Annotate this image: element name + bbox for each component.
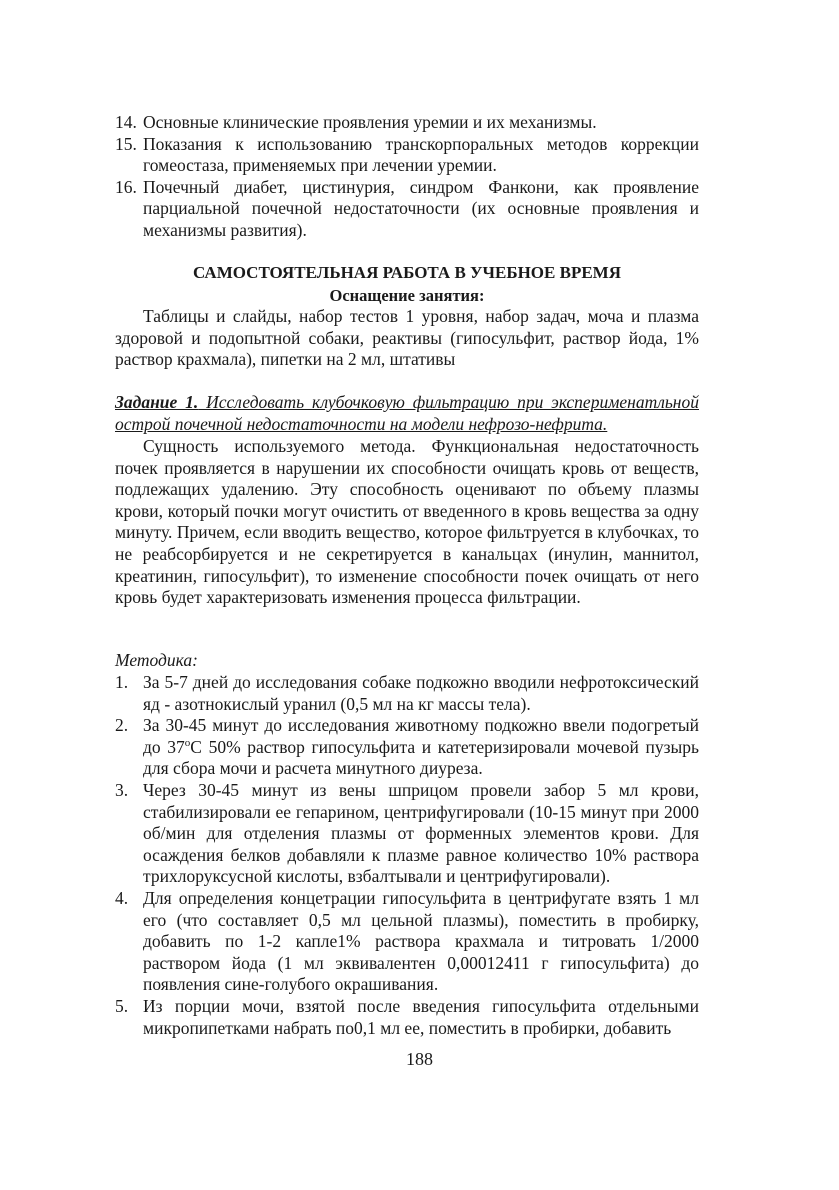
list-item: 3. Через 30-45 минут из вены шприцом провели забор 5 мл крови, стабилизировали ее гепарином, центрифугировали (10-15 минут при 2000 об/мин для отделения плазмы от форменных элементов крови. Для осаждения белков добавляли к плазме равное количество 10% раствора трихлоруксусной кислоты, взбалтывали и центрифугировали). [115,779,699,887]
method-steps-list [115,672,699,1039]
task-text: Исследовать клубочковую фильтрацию при эксперименатльной острой почечной недостаточности на модели нефрозо-нефрита. [115,392,699,434]
equipment-title: Оснащение занятия: [329,286,485,305]
list-item: 14. Основные клинические проявления уремии и их механизмы. [115,112,597,132]
list-item: 2. За 30-45 минут до исследования животному подкожно ввели подогретый до $37^оС$ 50% раствор гипосульфита и катетеризировали мочевой пузырь для сбора мочи и расчета минутного диуреза. [115,715,699,779]
task-heading [115,392,699,435]
section-title: САМОСТОЯТЕЛЬНАЯ РАБОТА В УЧЕБНОЕ ВРЕМЯ [192,263,621,282]
task-label: Задание 1. [115,392,199,412]
list-item: 1. За 5-7 дней до исследования собаке подкожно вводили нефротоксический яд - азотнокислый уранил (0,5 мл на кг массы тела). [115,672,699,714]
method-essence-paragraph: Сущность используемого метода. Функциональная недостаточность почек проявляется в нарушении их способности очищать кровь от веществ, подлежащих удалению. Эту способность оценивают по объему плазмы крови, который почки могут очистить от введенного в кровь вещества за одну минуту. Причем, если вводить вещество, которое фильтруется в клубочках, то не реабсорбируется и не секретируется в канальцах (инулин, маннитол, креатинин, гипосульфит), то изменение способности почек очищать от него кровь будет характеризовать изменения процесса фильтрации. [115,436,699,608]
questions-list [115,112,699,242]
list-item: 5. Из порции мочи, взятой после введения гипосульфита отдельными микропипетками набрать по0,1 мл ее, поместить в пробирки, добавить [115,995,699,1038]
page-number: 188 [406,1049,433,1069]
equipment-paragraph: Таблицы и слайды, набор тестов 1 уровня, набор задач, моча и плазма здоровой и подопытной собаки, реактивы (гипосульфит, раствор йода, 1% раствор крахмала), пипетки на 2 мл, штативы [115,306,699,370]
list-item: 15. Показания к использованию транскорпоральных методов коррекции гомеостаза, применяемых при лечении уремии. [115,133,699,176]
list-item: 4. Для определения концетрации гипосульфита в центрифугате взять 1 мл его (что составляет 0,5 мл цельной плазмы), поместить в пробирку, добавить по 1-2 капле1% раствора крахмала и титровать 1/2000 раствором йода (1 мл эквивалентен 0,00012411 г гипосульфита) до появления сине-голубого окрашивания. [115,887,699,995]
method-label: Методика: [115,650,198,670]
list-item: 16. Почечный диабет, цистинурия, синдром Фанкони, как проявление парциальной почечной недостаточности (их основные проявления и механизмы развития). [115,176,699,240]
